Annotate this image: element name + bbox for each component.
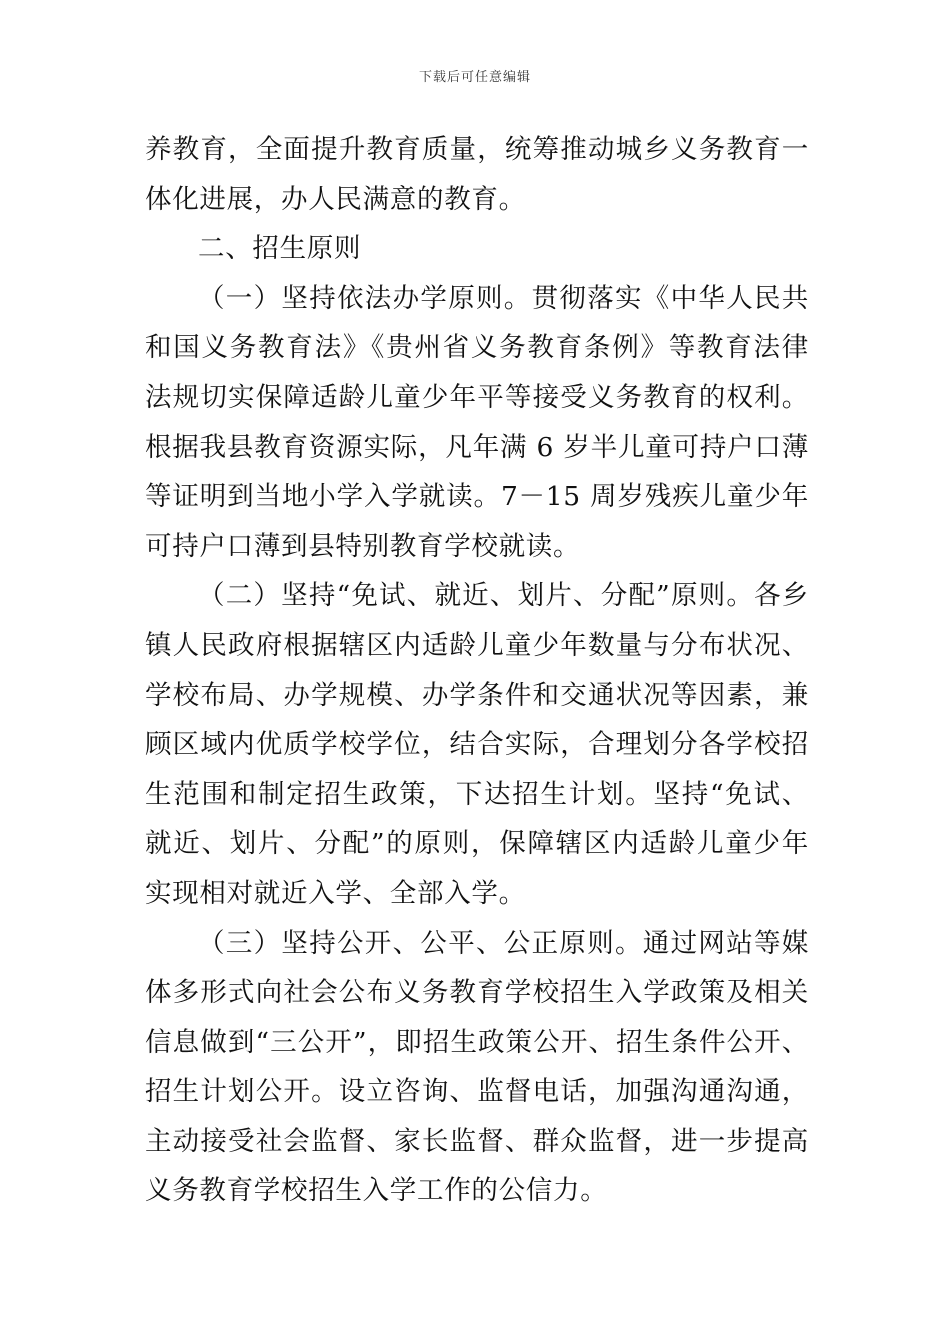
paragraph-principle-2: （二）坚持“免试、就近、划片、分配”原则。各乡镇人民政府根据辖区内适龄儿童少年数量与分布状况、学校布局、办学规模、办学条件和交通状况等因素，兼顾区域内优质学校学位，结合实际，合理划分各学校招生范围和制定招生政策，下达招生计划。坚持“免试、就近、划片、分配”的原则，保障辖区内适龄儿童少年实现相对就近入学、全部入学。: [145, 580, 809, 909]
page-header-note: 下载后可任意编辑: [418, 70, 531, 85]
document-body: [145, 125, 809, 1216]
paragraph-principle-3: （三）坚持公开、公平、公正原则。通过网站等媒体多形式向社会公布义务教育学校招生入学政策及相关信息做到“三公开”，即招生政策公开、招生条件公开、招生计划公开。设立咨询、监督电话，加强沟通沟通，主动接受社会监督、家长监督、群众监督，进一步提高义务教育学校招生入学工作的公信力。: [145, 927, 809, 1207]
paragraph-principle-1: （一）坚持依法办学原则。贯彻落实《中华人民共和国义务教育法》《贵州省义务教育条例》等教育法律法规切实保障适龄儿童少年平等接受义务教育的权利。根据我县教育资源实际，凡年满 6 岁半儿童可持户口薄等证明到当地小学入学就读。7－15 周岁残疾儿童少年可持户口薄到县特别教育学校就读。: [145, 282, 809, 562]
section-heading: 二、招生原则: [198, 233, 362, 265]
paragraph-continuation: 养教育，全面提升教育质量，统筹推动城乡义务教育一体化进展，办人民满意的教育。: [145, 134, 809, 215]
